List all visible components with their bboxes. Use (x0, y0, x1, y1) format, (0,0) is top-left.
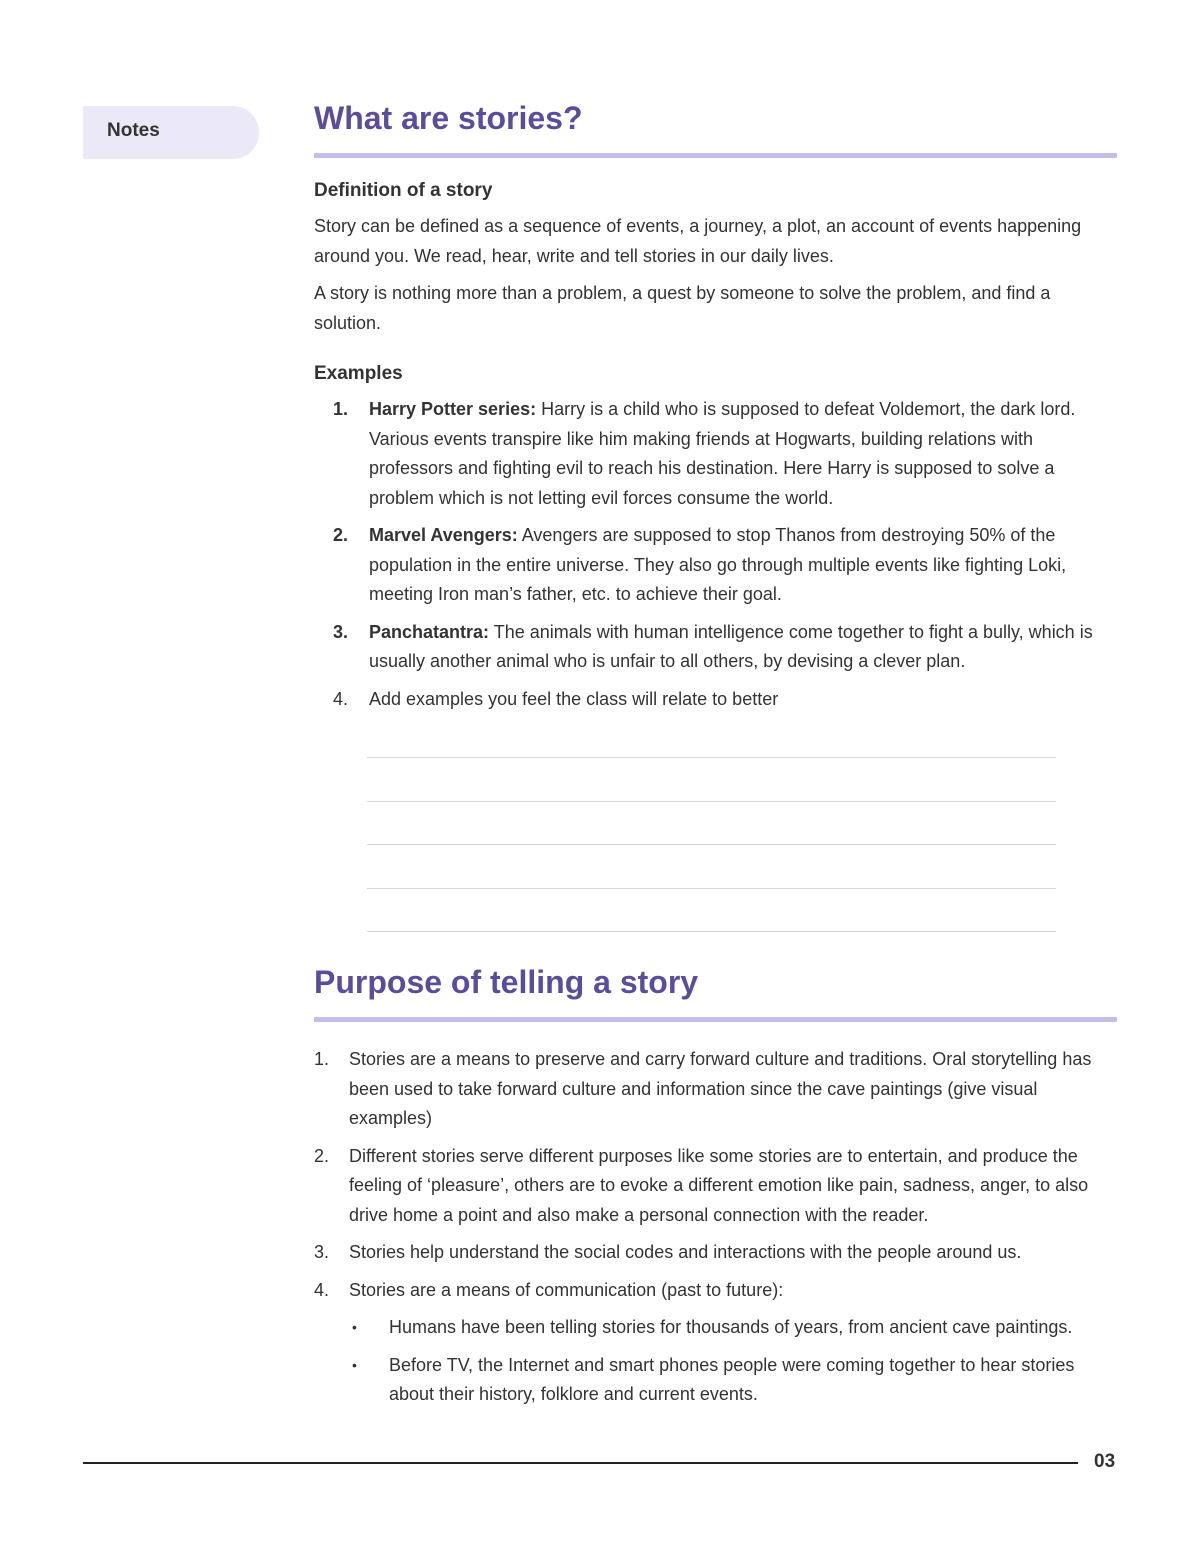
purpose-text: Different stories serve different purposes like some stories are to entertain, and produce the feeling of ‘pleasure’, others are to evoke a different emotion like pain, sadness, anger, to also drive home a point and also make a personal connection with the reader. (349, 1145, 1089, 1225)
list-item (314, 685, 1117, 715)
purpose-text: Stories help understand the social codes and interactions with the people around us. (349, 1242, 1022, 1262)
bullet-text: Humans have been telling stories for thousands of years, from ancient cave paintings. (389, 1317, 1073, 1337)
purpose-text: Stories are a means of communication (past to future): (349, 1279, 784, 1300)
main-content (314, 96, 1117, 1410)
example-text: Harry is a child who is supposed to defeat Voldemort, the dark lord. Various events transpire like him making friends at Hogwarts, building relations with professors and fighting evil to reach his destination. Here Harry is supposed to solve a problem which is not letting evil forces consume the world. (369, 399, 1076, 508)
list-number: 4. (333, 688, 349, 709)
definition-paragraph-1: Story can be defined as a sequence of events, a journey, a plot, an account of events happening around you. We read, hear, write and tell stories in our daily lives. (314, 216, 1082, 266)
notes-label: Notes (107, 120, 160, 141)
list-item (314, 618, 1117, 677)
writing-line[interactable] (367, 802, 1056, 846)
notes-tab (83, 106, 259, 159)
list-number: 4. (314, 1279, 330, 1300)
list-number: 1. (333, 399, 349, 419)
writing-line[interactable] (367, 714, 1056, 758)
communication-bullets (314, 1313, 1117, 1410)
section-title-purpose: Purpose of telling a story (314, 964, 699, 1000)
section-divider (314, 153, 1117, 158)
list-item (314, 521, 1117, 610)
definition-paragraph-2: A story is nothing more than a problem, a quest by someone to solve the problem, and find a solution. (314, 283, 1051, 333)
footer-rule (83, 1462, 1078, 1464)
list-number: 3. (333, 621, 349, 642)
section-divider (314, 1017, 1117, 1022)
purpose-list (314, 1045, 1117, 1305)
list-item (314, 1238, 1117, 1268)
writing-lines (367, 714, 1056, 932)
example-term: Marvel Avengers: (369, 525, 518, 545)
list-item (314, 1142, 1117, 1231)
list-number: 2. (314, 1145, 330, 1166)
example-term: Panchatantra: (369, 621, 490, 642)
page-number: 03 (1094, 1451, 1116, 1472)
writing-line[interactable] (367, 889, 1056, 933)
list-number: 3. (314, 1242, 330, 1262)
purpose-text: Stories are a means to preserve and carry forward culture and traditions. Oral storytelling has been used to take forward culture and information since the cave paintings (give visual examples) (349, 1049, 1092, 1128)
bullet-dot-icon: • (352, 1319, 357, 1335)
bullet-text: Before TV, the Internet and smart phones people were coming together to hear stories about their history, folklore and current events. (389, 1354, 1075, 1404)
example-term: Harry Potter series: (369, 399, 537, 419)
list-item (314, 395, 1117, 513)
examples-heading: Examples (314, 363, 403, 384)
bullet-item (314, 1313, 1117, 1343)
list-number: 1. (314, 1049, 330, 1069)
writing-line[interactable] (367, 758, 1056, 802)
examples-list (314, 395, 1117, 714)
list-number: 2. (333, 525, 349, 545)
example-text: The animals with human intelligence come together to fight a bully, which is usually another animal who is unfair to all others, by devising a clever plan. (369, 621, 1093, 671)
example-text: Avengers are supposed to stop Thanos from destroying 50% of the population in the entire universe. They also go through multiple events like fighting Loki, meeting Iron man’s father, etc. to achieve their goal. (369, 525, 1067, 604)
bullet-dot-icon: • (352, 1356, 357, 1373)
bullet-item (314, 1351, 1117, 1410)
section-title-what-are-stories: What are stories? (314, 100, 583, 136)
list-item (314, 1276, 1117, 1306)
writing-line[interactable] (367, 845, 1056, 889)
example-text: Add examples you feel the class will relate to better (369, 688, 779, 709)
list-item (314, 1045, 1117, 1134)
definition-heading: Definition of a story (314, 180, 493, 201)
